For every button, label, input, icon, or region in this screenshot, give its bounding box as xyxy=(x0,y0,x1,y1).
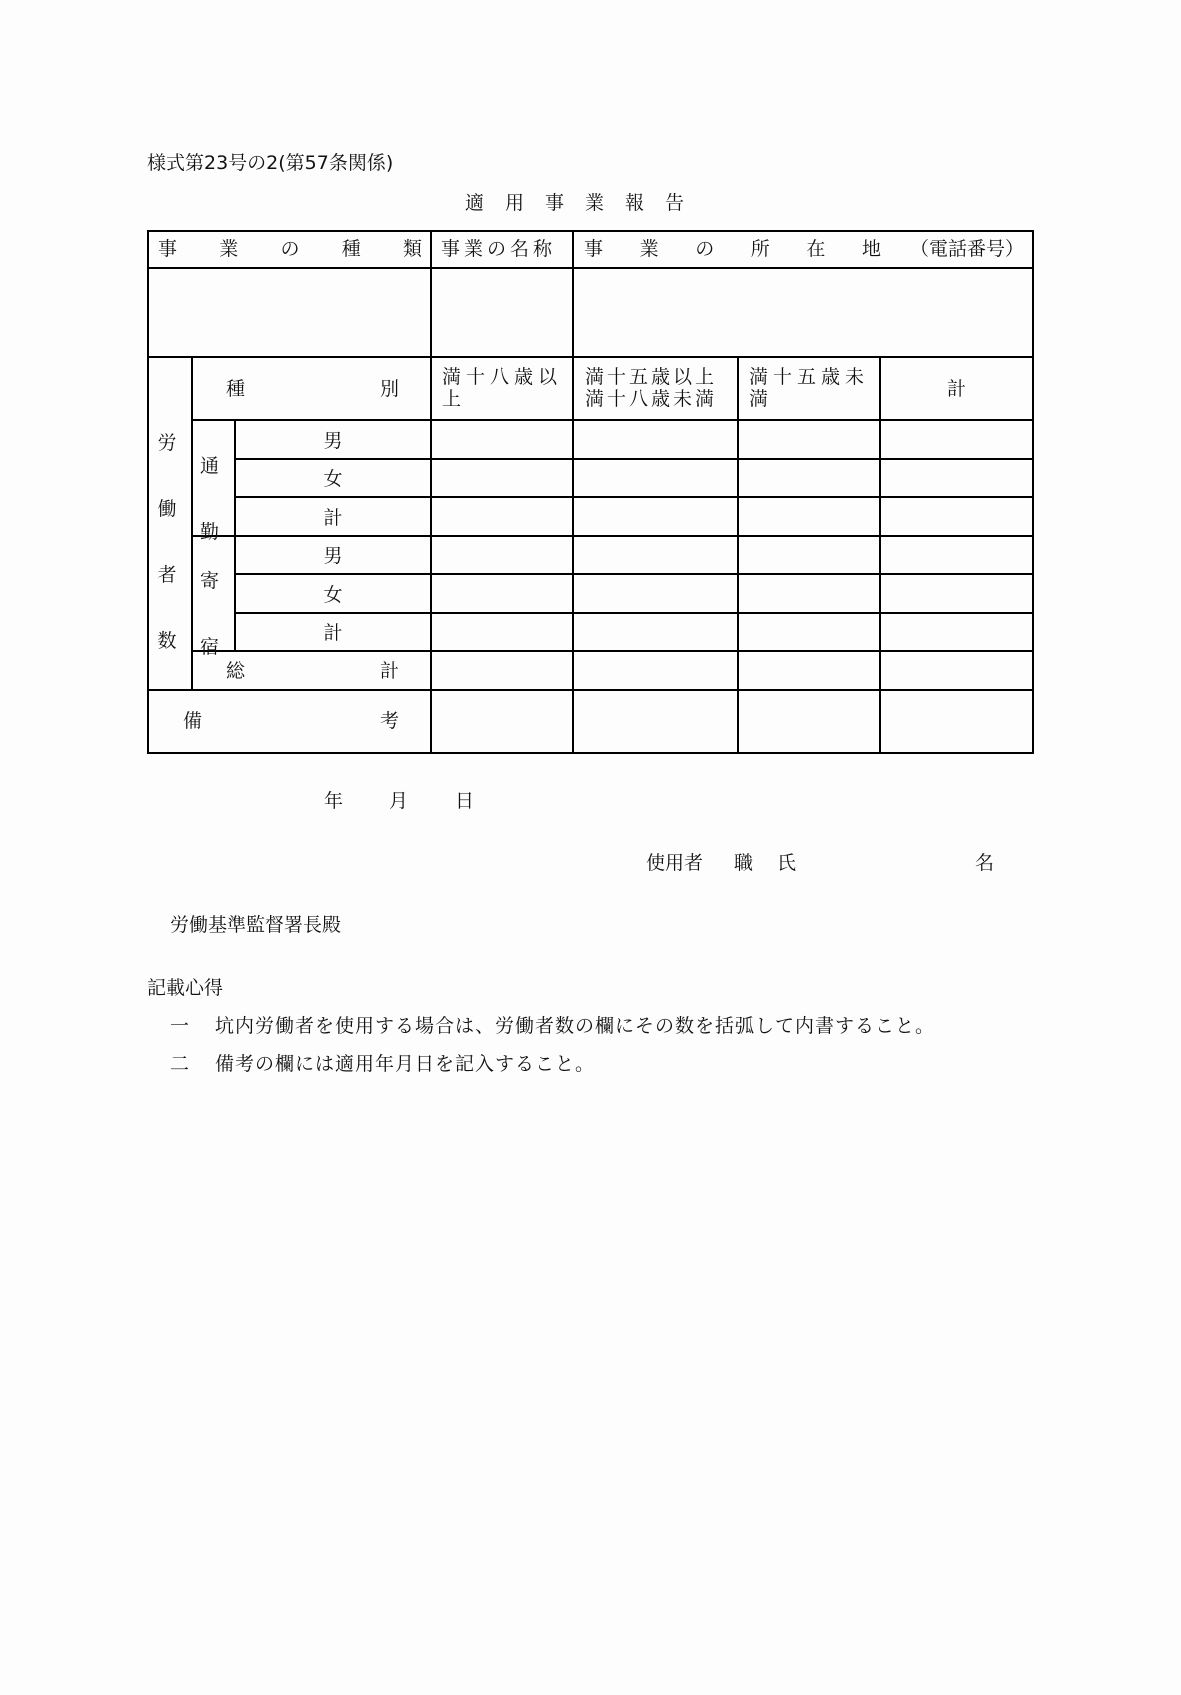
age-col-total: 計 xyxy=(946,378,966,400)
char: 総 xyxy=(226,660,246,682)
char: 類 xyxy=(402,238,422,260)
char: 種 xyxy=(341,238,361,260)
row-line xyxy=(191,419,1034,421)
boarding-label xyxy=(200,548,224,680)
instruction-1-num: 一 xyxy=(170,1015,190,1037)
row-line xyxy=(191,535,1034,537)
boarding-total: 計 xyxy=(323,622,343,644)
char: 労 xyxy=(157,432,177,454)
char: 考 xyxy=(379,710,399,732)
char: 所 xyxy=(750,238,770,260)
age-col-under-15: 満十五歳未満 xyxy=(749,366,870,410)
instruction-2-num: 二 xyxy=(170,1053,190,1075)
char: 勤 xyxy=(200,521,220,543)
grand-total-label xyxy=(226,660,399,682)
row-line xyxy=(191,650,1034,652)
table-border-bottom xyxy=(147,752,1034,754)
table-border-top xyxy=(147,230,1034,232)
category-header xyxy=(226,378,399,400)
business-location-input[interactable] xyxy=(574,269,1032,356)
employer-position: 職 xyxy=(734,852,754,874)
table-border-right xyxy=(1032,230,1034,754)
char: 寄 xyxy=(200,570,220,592)
col-line xyxy=(191,356,193,691)
char: 働 xyxy=(157,498,177,520)
instruction-1-text: 坑内労働者を使用する場合は、労働者数の欄にその数を括弧して内書すること。 xyxy=(215,1015,936,1037)
commuting-total: 計 xyxy=(323,507,343,529)
char: 宿 xyxy=(200,636,220,658)
char: 数 xyxy=(157,630,177,652)
row-line xyxy=(147,689,1034,691)
col-line xyxy=(737,356,739,754)
business-type-input[interactable] xyxy=(149,269,430,356)
age-col-18-plus: 満十八歳以上 xyxy=(442,366,563,410)
char: 事 xyxy=(158,238,178,260)
date-year: 年 xyxy=(324,790,344,812)
date-day: 日 xyxy=(455,790,475,812)
commuting-female: 女 xyxy=(323,468,343,490)
row-line xyxy=(234,573,1034,575)
char: の xyxy=(695,238,715,260)
boarding-female: 女 xyxy=(323,584,343,606)
header-business-location xyxy=(584,238,881,260)
remarks-label xyxy=(183,710,399,732)
char: 計 xyxy=(379,660,399,682)
age-col-15-18: 満十五歳以上満十八歳未満 xyxy=(585,366,718,410)
date-month: 月 xyxy=(389,790,409,812)
business-name-input[interactable] xyxy=(432,269,572,356)
col-line xyxy=(234,419,236,652)
employer-label: 使用者 xyxy=(646,852,704,874)
employer-name-right: 名 xyxy=(975,852,995,874)
addressee: 労働基準監督署長殿 xyxy=(170,914,342,936)
form-id: 様式第23号の2(第57条関係) xyxy=(147,152,394,174)
char: 者 xyxy=(157,564,177,586)
char: 業 xyxy=(639,238,659,260)
document-title: 適用事業報告 xyxy=(465,192,706,214)
row-line xyxy=(234,612,1034,614)
header-business-type xyxy=(158,238,422,260)
workers-count-label xyxy=(155,410,179,674)
instruction-2-text: 備考の欄には適用年月日を記入すること。 xyxy=(215,1053,596,1075)
boarding-male: 男 xyxy=(323,545,343,567)
char: 備 xyxy=(183,710,203,732)
char: 通 xyxy=(200,455,220,477)
commuting-label xyxy=(200,433,224,565)
char: 業 xyxy=(219,238,239,260)
commuting-male: 男 xyxy=(323,430,343,452)
char: 地 xyxy=(861,238,881,260)
char: 別 xyxy=(379,378,399,400)
char: の xyxy=(280,238,300,260)
char: 事 xyxy=(584,238,604,260)
row-line xyxy=(234,458,1034,460)
header-phone: （電話番号） xyxy=(910,238,1025,260)
col-line xyxy=(879,356,881,754)
employer-name-left: 氏 xyxy=(777,852,797,874)
header-business-name: 事業の名称 xyxy=(441,238,557,260)
row-line xyxy=(234,496,1034,498)
instructions-heading: 記載心得 xyxy=(147,977,224,999)
char: 在 xyxy=(806,238,826,260)
row-line xyxy=(147,356,1034,358)
char: 種 xyxy=(226,378,246,400)
